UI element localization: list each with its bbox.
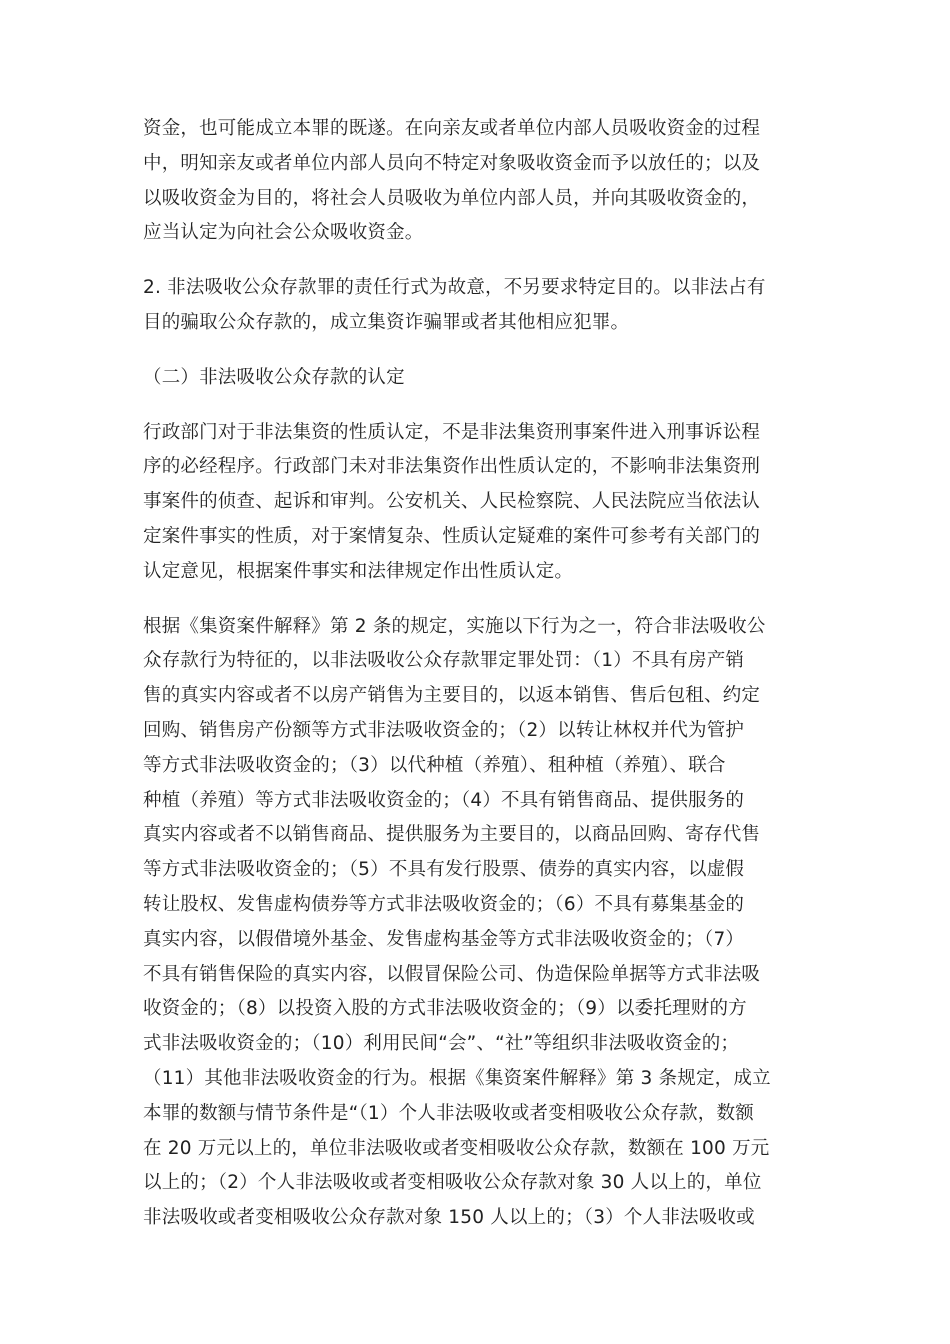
text-line: 真实内容，以假借境外基金、发售虚构基金等方式非法吸收资金的；（7） [143, 928, 745, 950]
text-line: 根据《集资案件解释》第 2 条的规定，实施以下行为之一，符合非法吸收公 [143, 615, 766, 637]
text-line: 非法吸收或者变相吸收公众存款对象 150 人以上的；（3）个人非法吸收或 [143, 1207, 755, 1229]
text-line: 收资金的；（8）以投资入股的方式非法吸收资金的；（9）以委托理财的方 [143, 998, 747, 1020]
text-line: 中，明知亲友或者单位内部人员向不特定对象吸收资金而予以放任的；以及 [143, 152, 761, 174]
paragraph-p1 [143, 112, 808, 251]
paragraph-p5 [143, 610, 808, 1236]
text-line: 真实内容或者不以销售商品、提供服务为主要目的，以商品回购、寄存代售 [143, 824, 761, 846]
text-line: 转让股权、发售虚构债券等方式非法吸收资金的；（6）不具有募集基金的 [143, 893, 745, 915]
text-line: 式非法吸收资金的；（10）利用民间“会”、“社”等组织非法吸收资金的； [143, 1033, 740, 1055]
text-line: 回购、销售房产份额等方式非法吸收资金的；（2）以转让林权并代为管护 [143, 719, 745, 741]
text-line: 定案件事实的性质，对于案情复杂、性质认定疑难的案件可参考有关部门的 [143, 525, 761, 547]
text-line: 售的真实内容或者不以房产销售为主要目的，以返本销售、售后包租、约定 [143, 685, 761, 707]
paragraph-p2 [143, 271, 808, 341]
paragraph-gap [143, 590, 808, 610]
text-line: 本罪的数额与情节条件是“（1）个人非法吸收或者变相吸收公众存款，数额 [143, 1102, 754, 1124]
document-body [143, 112, 808, 1236]
text-line: 在 20 万元以上的，单位非法吸收或者变相吸收公众存款，数额在 100 万元 [143, 1137, 770, 1159]
text-line: （二）非法吸收公众存款的认定 [143, 366, 405, 388]
text-line: 以吸收资金为目的，将社会人员吸收为单位内部人员，并向其吸收资金的， [143, 187, 761, 209]
text-line: 不具有销售保险的真实内容，以假冒保险公司、伪造保险单据等方式非法吸 [143, 963, 761, 985]
text-line: 种植（养殖）等方式非法吸收资金的；（4）不具有销售商品、提供服务的 [143, 789, 745, 811]
text-line: 以上的；（2）个人非法吸收或者变相吸收公众存款对象 30 人以上的，单位 [143, 1172, 762, 1194]
text-line: 2. 非法吸收公众存款罪的责任行式为故意，不另要求特定目的。以非法占有 [143, 277, 766, 299]
text-line: 认定意见，根据案件事实和法律规定作出性质认定。 [143, 560, 574, 582]
text-line: 目的骗取公众存款的，成立集资诈骗罪或者其他相应犯罪。 [143, 311, 630, 333]
text-line: 序的必经程序。行政部门未对非法集资作出性质认定的，不影响非法集资刑 [143, 456, 761, 478]
text-line: 行政部门对于非法集资的性质认定，不是非法集资刑事案件进入刑事诉讼程 [143, 421, 761, 443]
text-line: 资金，也可能成立本罪的既遂。在向亲友或者单位内部人员吸收资金的过程 [143, 118, 761, 139]
text-line: 事案件的侦查、起诉和审判。公安机关、人民检察院、人民法院应当依法认 [143, 491, 761, 513]
text-line: （11）其他非法吸收资金的行为。根据《集资案件解释》第 3 条规定，成立 [143, 1067, 771, 1089]
paragraph-gap [143, 341, 808, 361]
text-line: 众存款行为特征的，以非法吸收公众存款罪定罪处罚：（1）不具有房产销 [143, 650, 745, 672]
text-line: 等方式非法吸收资金的；（3）以代种植（养殖）、租种植（养殖）、联合 [143, 754, 726, 776]
text-line: 应当认定为向社会公众吸收资金。 [143, 222, 424, 244]
paragraph-gap [143, 396, 808, 416]
text-line: 等方式非法吸收资金的；（5）不具有发行股票、债券的真实内容，以虚假 [143, 859, 745, 881]
paragraph-p4 [143, 416, 808, 590]
paragraph-gap [143, 251, 808, 271]
paragraph-p3 [143, 361, 808, 396]
